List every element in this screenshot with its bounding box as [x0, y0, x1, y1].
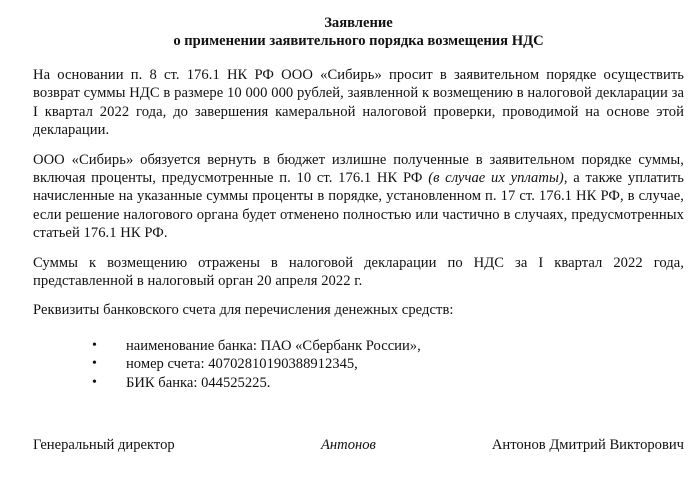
document-title: [33, 14, 684, 50]
paragraph-declaration-info: Суммы к возмещению отражены в налоговой декларации по НДС за I квартал 2022 года, представленной в налоговый орган 20 апреля 2022 г.: [33, 254, 684, 290]
paragraph-refund-request: На основании п. 8 ст. 176.1 НК РФ ООО «Сибирь» просит в заявительном порядке осуществить возврат суммы НДС в размере 10 000 000 рублей, заявленной к возмещению в налоговой декларации за I квартал 2022 года, до завершения камеральной налоговой проверки, проводимой на основе этой декларации.: [33, 67, 684, 139]
bullet-icon: •: [92, 374, 97, 390]
title-line-2: о применении заявительного порядка возмещения НДС: [173, 33, 544, 49]
bullet-icon: •: [92, 337, 97, 353]
paragraph-obligation-text-2: , а также уплатить начисленные на указанные суммы проценты в порядке, установленном п. 17 ст. 176.1 НК РФ, в случае, если решение налогового органа будет отменено полностью или частично в случаях, предусмотренных статьей 176.1 НК РФ.: [33, 170, 684, 242]
account-number: номер счета: 40702810190388912345,: [126, 356, 358, 373]
signatory-position: Генеральный директор: [33, 437, 175, 453]
paragraph-obligation: [33, 151, 684, 243]
paragraph-bank-intro: Реквизиты банковского счета для перечисления денежных средств:: [33, 302, 454, 319]
bank-name: наименование банка: ПАО «Сбербанк России»,: [126, 337, 421, 354]
paragraph-obligation-italic-note: (в случае их уплаты): [428, 170, 564, 187]
bank-details-list: [33, 337, 684, 393]
bank-detail-item: [33, 355, 684, 374]
signatory-full-name: Антонов Дмитрий Викторович: [491, 437, 684, 453]
bank-detail-item: [33, 374, 684, 393]
bank-bic: БИК банка: 044525225.: [126, 374, 271, 391]
title-line-1: Заявление: [324, 15, 393, 31]
handwritten-signature: Антонов: [321, 437, 376, 453]
bullet-icon: •: [92, 356, 97, 372]
paragraph-obligation-text-1: ООО «Сибирь» обязуется вернуть в бюджет излишне полученные в заявительном порядке суммы, включая проценты, предусмотренные п. 10 ст. 176.1 НК РФ: [33, 151, 684, 187]
signature-block: [33, 436, 684, 456]
bank-detail-item: [33, 337, 684, 356]
